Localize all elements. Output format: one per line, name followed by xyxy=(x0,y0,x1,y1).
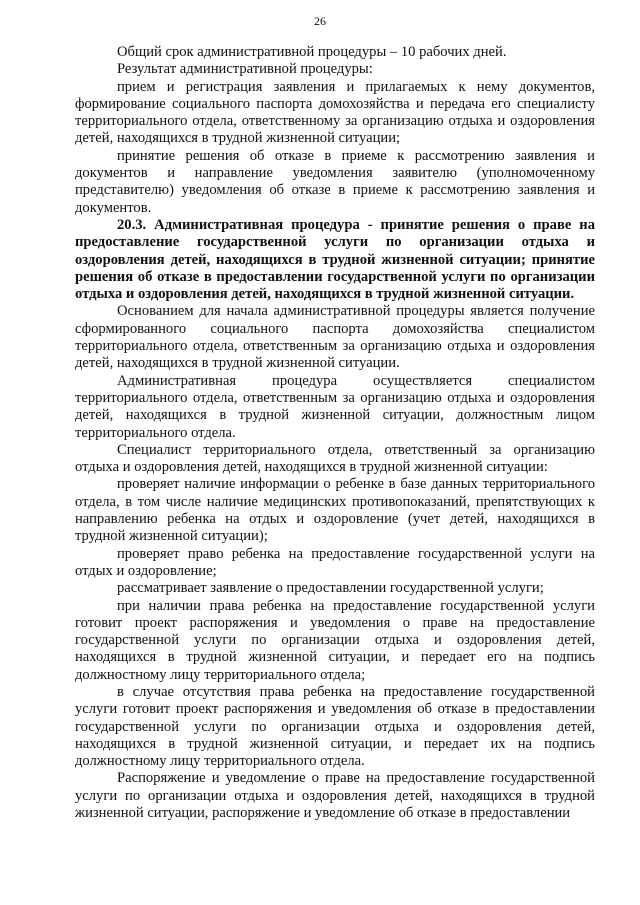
list-item-check-database: проверяет наличие информации о ребенке в базе данных территориального отдела, в том числе наличие медицинских противопоказаний, препятствующих к направлению ребенка на отдых и оздоровление (учет детей, находящихся в трудной жизненной ситуации); xyxy=(75,476,595,545)
paragraph-result-refusal: принятие решения об отказе в приеме к рассмотрению заявления и документов и направление уведомления заявителю (уполномоченному представителю) уведомления об отказе в приеме к рассмотрению заявления и документов. xyxy=(75,147,595,216)
paragraph-result-registration: прием и регистрация заявления и прилагаемых к нему документов, формирование социального паспорта домохозяйства и передача его специалисту территориального отдела, ответственному за организацию отдыха и оздоровления детей, находящихся в трудной жизненной ситуации; xyxy=(75,78,595,147)
document-body xyxy=(75,44,595,822)
paragraph-specialist-duties: Специалист территориального отдела, ответственный за организацию отдыха и оздоровления детей, находящихся в трудной жизненной ситуации: xyxy=(75,441,595,476)
list-item-check-right: проверяет право ребенка на предоставление государственной услуги на отдых и оздоровление; xyxy=(75,545,595,579)
list-item-prepare-refusal: в случае отсутствия права ребенка на предоставление государственной услуги готовит проект распоряжения и уведомления об отказе в предоставлении государственной услуги по организации отдыха и оздоровления детей, находящихся в трудной жизненной ситуации, и передает их на подпись должностному лицу территориального отдела. xyxy=(75,683,595,770)
paragraph-executor: Административная процедура осуществляется специалистом территориального отдела, ответственным за организацию отдыха и оздоровления детей, находящихся в трудной жизненной ситуации, должностным лицом территориального отдела. xyxy=(75,372,595,441)
list-item-prepare-approval: при наличии права ребенка на предоставление государственной услуги готовит проект распоряжения и уведомления о праве на предоставление государственной услуги по организации отдыха и оздоровления детей, находящихся в трудной жизненной ситуации, и передает его на подпись должностному лицу территориального отдела; xyxy=(75,597,595,683)
paragraph-total-duration: Общий срок административной процедуры – 10 рабочих дней. xyxy=(117,44,507,60)
paragraph-result-heading: Результат административной процедуры: xyxy=(117,61,373,78)
page-number: 26 xyxy=(314,14,326,28)
section-heading-20-3: 20.3. Административная процедура - принятие решения о праве на предоставление государственной услуги по организации отдыха и оздоровления детей, находящихся в трудной жизненной ситуации; принятие решения об отказе в предоставлении государственной услуги по организации отдыха и оздоровления детей, находящихся в трудной жизненной ситуации. xyxy=(75,216,595,303)
paragraph-order-notification: Распоряжение и уведомление о праве на предоставление государственной услуги по организации отдыха и оздоровления детей, находящихся в трудной жизненной ситуации, распоряжение и уведомление об отказе в предоставлении xyxy=(75,770,595,822)
list-item-review-application: рассматривает заявление о предоставлении государственной услуги; xyxy=(117,580,544,597)
paragraph-basis: Основанием для начала административной процедуры является получение сформированного социального паспорта домохозяйства специалистом территориального отдела, ответственным за организацию отдыха и оздоровления детей, находящихся в трудной жизненной ситуации. xyxy=(75,303,595,372)
